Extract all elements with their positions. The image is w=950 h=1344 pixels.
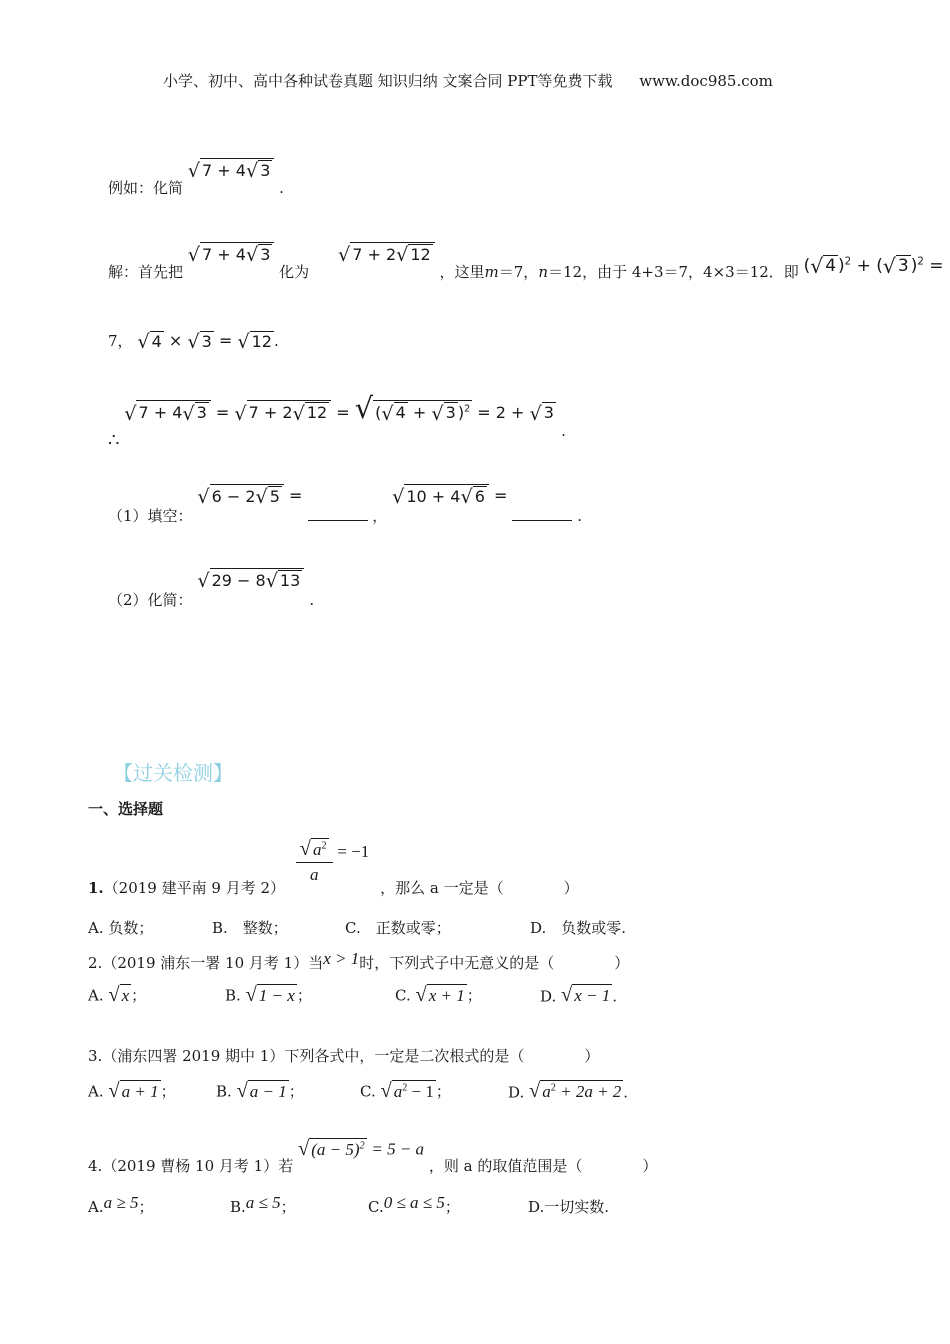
radical-sign-icon: √: [187, 159, 201, 183]
fraction-expression: √ $a^2$ a: [296, 838, 333, 885]
simplify-question-2: （2）化简： √ 29 − 8 √ 13 .: [108, 569, 315, 610]
question-1: 1.（2019 建平南 9 月考 2） √ $a^2$ a = −1 ，那么 a 一定是（ ）: [88, 838, 579, 898]
product-expression: √ 4 × √ 3 = √ 12: [137, 329, 272, 353]
q4-option-c[interactable]: C.0 ≤ a ≤ 5；: [368, 1193, 460, 1216]
answer-blank-1[interactable]: [308, 520, 368, 521]
answer-blank-2[interactable]: [512, 520, 572, 521]
q3-option-d[interactable]: D. √ $a^2 + 2a + 2$ .: [508, 1080, 629, 1103]
q1-label: （1）填空：: [108, 507, 193, 526]
radical-sign-icon: √: [245, 159, 259, 183]
radical-7-plus-4root3: √ 7 + 4 √ 3: [188, 158, 275, 180]
q1-option-d[interactable]: D. 负数或零.: [530, 919, 627, 937]
page-header: [163, 70, 773, 91]
section-title: 【过关检测】: [113, 761, 233, 785]
solution-line-2: 7， √ 4 × √ 3 = √ 12 .: [108, 329, 279, 353]
fill-in-question-1: （1）填空： √ 6 − 2 √ 5 = ， √ 10 + 4 √ 6 = .: [108, 485, 583, 526]
q1-option-b[interactable]: B. 整数；: [212, 919, 288, 937]
q1-option-c[interactable]: C. 正数或零；: [345, 919, 451, 937]
therefore-line: ∴ √ 7 + 4 √ 3 = √ 7 + 2 √ 12 = √ ( √ 4 + √ 3 )$^2$ = 2 + √ 3 .: [108, 391, 566, 451]
solution-line-1: 解：首先把 √ 7 + 4 √ 3 化为 √ 7 + 2 √ 12 ，这里m＝7，n＝12，由于 4+3＝7，4×3＝12．即 ( √ 4 )$^2$ + ( √ 3 )$^2$ =: [108, 243, 944, 282]
q4-option-b[interactable]: B.a ≤ 5；: [230, 1193, 296, 1216]
question-4: 4.（2019 曹杨 10 月考 1）若 √ $(a - 5)^2$ = 5 − a ，则 a 的取值范围是（ ）: [88, 1138, 658, 1175]
radical-sign-icon: √: [337, 243, 351, 267]
header-text: 小学、初中、高中各种试卷真题 知识归纳 文案合同 PPT等免费下载: [163, 72, 613, 90]
simplification-chain: √ 7 + 4 √ 3 = √ 7 + 2 √ 12 = √ ( √ 4 + √ 3 )$^2$ = 2 + √ 3: [124, 391, 554, 425]
q4-option-a[interactable]: A.a ≥ 5；: [88, 1193, 154, 1216]
q3-option-c[interactable]: C. √ $a^2 - 1$ ；: [360, 1080, 451, 1103]
solution-label: 解：首先把: [108, 263, 184, 282]
q3-option-b[interactable]: B. √ a − 1 ；: [216, 1080, 304, 1103]
radical-7-plus-2root12: √ 7 + 2 √ 12: [338, 242, 435, 264]
section-subtitle: 一、选择题: [88, 800, 164, 818]
header-url: www.doc985.com: [639, 72, 773, 90]
example-label: 例如：化简: [108, 179, 184, 198]
q1-option-a[interactable]: A. 负数；: [88, 919, 154, 937]
radical-7-plus-4root3: √ 7 + 4 √ 3: [188, 242, 275, 264]
question-3: 3.（浦东四署 2019 期中 1）下列各式中，一定是二次根式的是（ ）: [88, 1047, 600, 1065]
radical-sign-icon: √: [187, 243, 201, 267]
q2-option-c[interactable]: C. √ x + 1 ；: [395, 984, 482, 1007]
q2-option-a[interactable]: A. √ x ；: [88, 984, 147, 1007]
q3-option-a[interactable]: A. √ a + 1 ；: [88, 1080, 176, 1103]
q2-label: （2）化简：: [108, 591, 193, 610]
q2-option-d[interactable]: D. √ x − 1 .: [540, 984, 618, 1007]
therefore-symbol: ∴: [108, 429, 120, 451]
q2-option-b[interactable]: B. √ 1 − x ；: [225, 984, 312, 1007]
q4-option-d[interactable]: D.一切实数.: [528, 1198, 610, 1216]
question-2: 2.（2019 浦东一署 10 月考 1）当x > 1时，下列式子中无意义的是（ ）: [88, 949, 630, 972]
example-line: 例如：化简 √ 7 + 4 √ 3 .: [108, 159, 284, 198]
identity-expression: ( √ 4 )$^2$ + ( √ 3 )$^2$ =: [803, 253, 944, 278]
